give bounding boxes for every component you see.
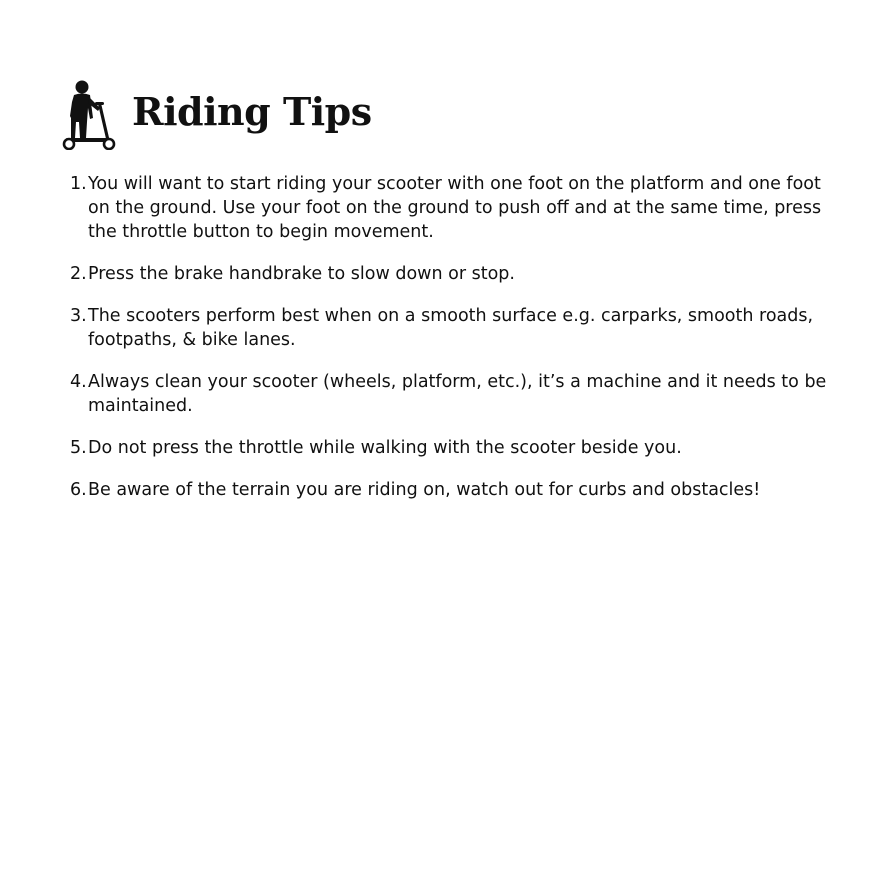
tip-text: Always clean your scooter (wheels, platform, etc.), it’s a machine and it needs to be maintained. xyxy=(88,372,827,416)
tip-number: 1. xyxy=(70,174,87,194)
list-item xyxy=(70,172,830,244)
tip-text: You will want to start riding your scooter with one foot on the platform and one foot on the ground. Use your foot on the ground to push off and at the same time, press the throttle button to begin movement. xyxy=(88,174,822,242)
tip-text: Do not press the throttle while walking with the scooter beside you. xyxy=(88,438,682,458)
tip-text: Press the brake handbrake to slow down or stop. xyxy=(88,264,515,284)
list-item xyxy=(70,436,830,460)
header xyxy=(60,78,372,150)
tip-number: 5. xyxy=(70,438,87,458)
list-item xyxy=(70,304,830,352)
tip-text: The scooters perform best when on a smooth surface e.g. carparks, smooth roads, footpaths, & bike lanes. xyxy=(88,306,814,350)
tip-text: Be aware of the terrain you are riding on, watch out for curbs and obstacles! xyxy=(88,480,761,500)
tip-number: 2. xyxy=(70,264,87,284)
tip-number: 3. xyxy=(70,306,87,326)
list-item xyxy=(70,370,830,418)
tip-number: 6. xyxy=(70,480,87,500)
scooter-rider-icon xyxy=(60,78,118,150)
tips-list xyxy=(70,172,830,520)
page-title: Riding Tips xyxy=(132,89,372,134)
list-item xyxy=(70,478,830,502)
list-item xyxy=(70,262,830,286)
tip-number: 4. xyxy=(70,372,87,392)
